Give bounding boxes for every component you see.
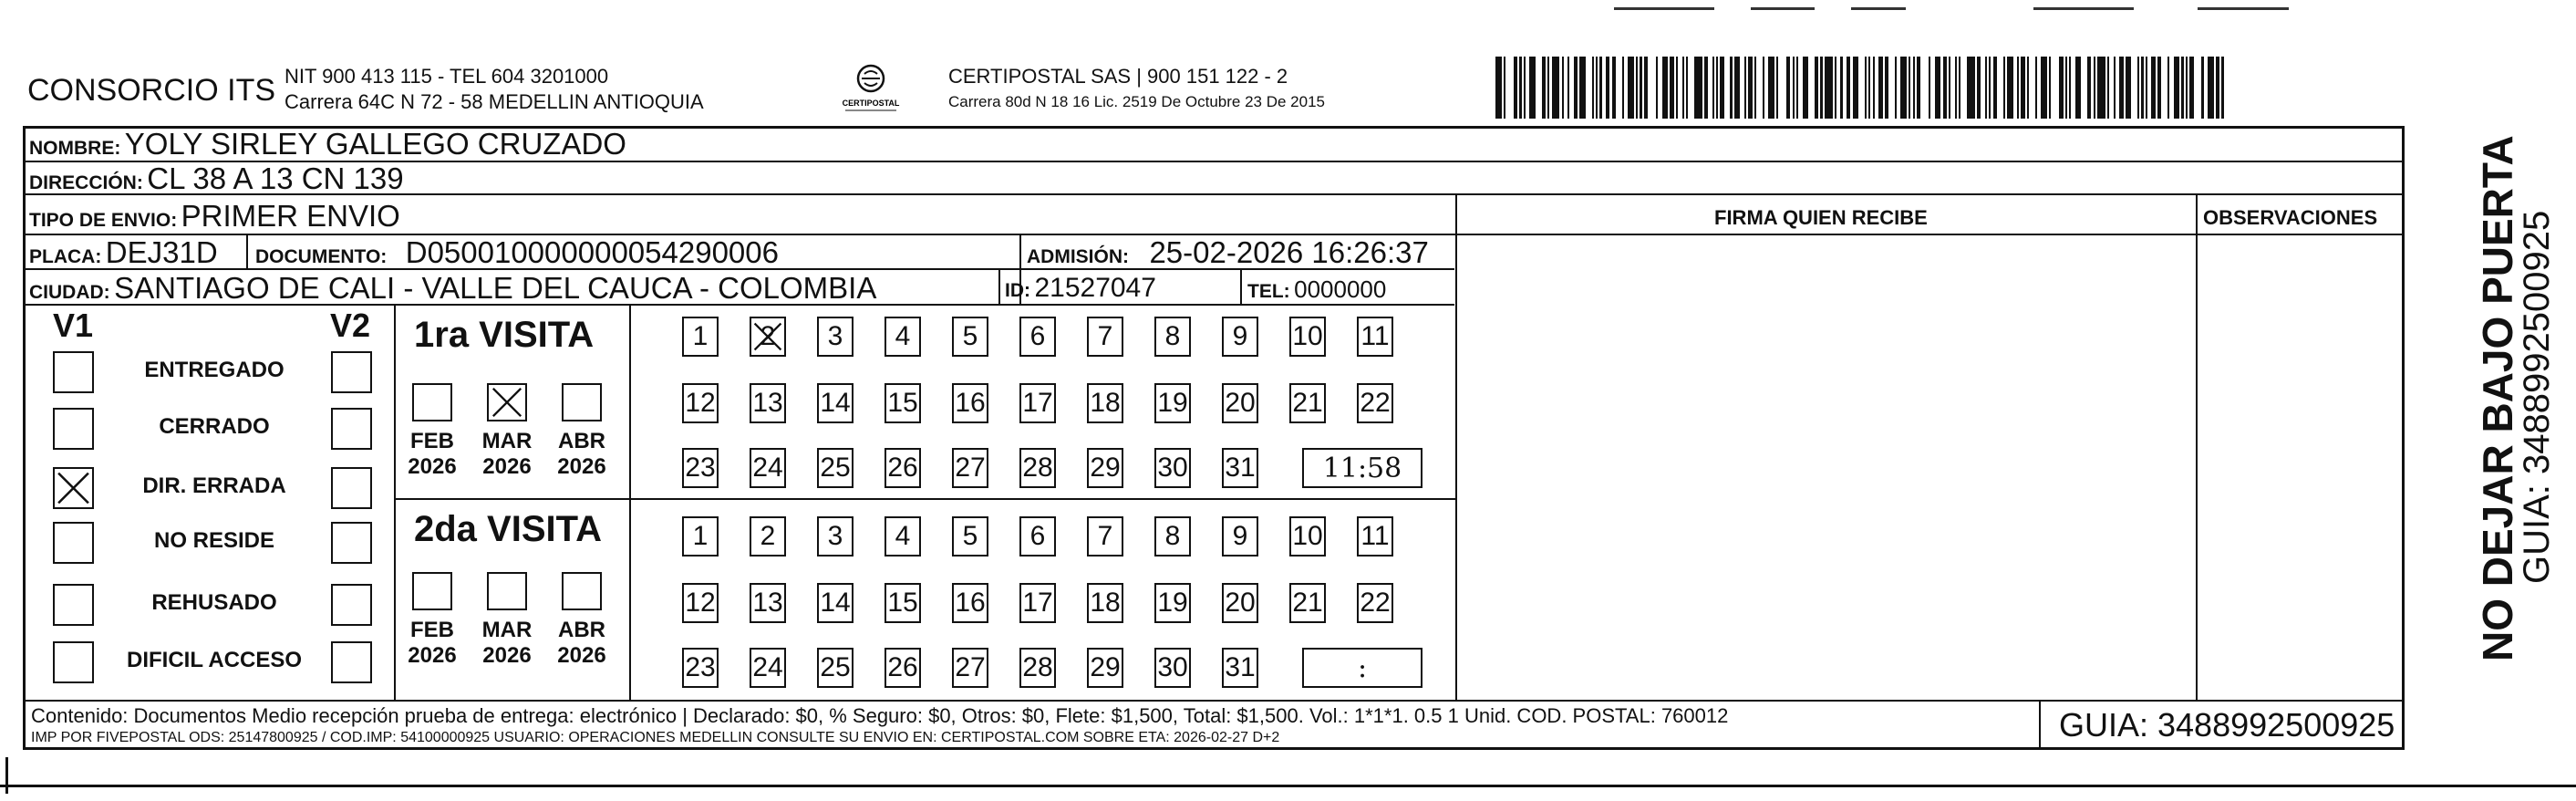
day-box[interactable]: 14 — [817, 383, 853, 423]
day-box[interactable]: 16 — [952, 583, 988, 623]
status-label: NO RESIDE — [153, 528, 275, 553]
month-label: ABR — [558, 618, 605, 642]
ciudad-row — [29, 271, 876, 306]
day-box[interactable]: 18 — [1087, 583, 1123, 623]
day-box[interactable]: 17 — [1019, 383, 1056, 423]
day-box[interactable]: 17 — [1019, 583, 1056, 623]
month-label: MAR — [481, 429, 533, 453]
documento-row — [255, 235, 779, 270]
v2-header: V2 — [330, 307, 371, 344]
nit-line: NIT 900 413 115 - TEL 604 3201000 — [284, 65, 609, 88]
company-name: CONSORCIO ITS — [27, 73, 276, 108]
day-box[interactable]: 12 — [682, 383, 719, 423]
day-box[interactable]: 19 — [1154, 383, 1191, 423]
license-line: Carrera 80d N 18 16 Lic. 2519 De Octubre 23 De 2015 — [948, 93, 1325, 110]
day-box[interactable]: 2 — [750, 317, 786, 357]
day-box[interactable]: 3 — [817, 516, 853, 557]
status-v2-checkbox[interactable] — [331, 641, 372, 683]
day-box[interactable]: 30 — [1154, 648, 1191, 688]
month-checkbox[interactable] — [562, 572, 602, 610]
day-box[interactable]: 15 — [885, 383, 921, 423]
month-label: ABR — [558, 429, 605, 453]
direccion-label: DIRECCIÓN: — [29, 172, 143, 193]
day-box[interactable]: 7 — [1087, 516, 1123, 557]
tipo-row — [29, 199, 400, 234]
month-year: 2026 — [557, 454, 606, 479]
day-box[interactable]: 31 — [1222, 648, 1258, 688]
placa-label: PLACA: — [29, 246, 102, 267]
firma-header: FIRMA QUIEN RECIBE — [1714, 206, 1928, 229]
day-box[interactable]: 25 — [817, 448, 853, 488]
month-checkbox[interactable] — [412, 383, 452, 421]
carrier-line: CERTIPOSTAL SAS | 900 151 122 - 2 — [948, 65, 1288, 88]
day-box[interactable]: 19 — [1154, 583, 1191, 623]
day-box[interactable]: 28 — [1019, 448, 1056, 488]
nombre-label: NOMBRE: — [29, 138, 121, 159]
day-box[interactable]: 23 — [682, 648, 719, 688]
visit1-title: 1ra VISITA — [414, 315, 595, 355]
footer-contenido: Contenido: Documentos Medio recepción prueba de entrega: electrónico | Declarado: $0, % Seguro: $0, Otros: $0, Flete: $1,500, Total: $1,500. Vol.: 1*1*1. 0.5 1 Unid. COD. POSTAL: 760012 — [31, 704, 1729, 727]
direccion-value: CL 38 A 13 CN 139 — [147, 161, 404, 195]
status-v1-checkbox[interactable] — [53, 408, 94, 450]
day-box[interactable]: 24 — [750, 648, 786, 688]
day-box[interactable]: 5 — [952, 516, 988, 557]
month-checkbox[interactable] — [412, 572, 452, 610]
visit-time-box[interactable]: : — [1302, 648, 1422, 688]
status-v2-checkbox[interactable] — [331, 351, 372, 393]
status-label: REHUSADO — [151, 590, 277, 615]
day-box[interactable]: 9 — [1222, 317, 1258, 357]
status-label: DIR. ERRADA — [142, 473, 286, 498]
svg-text:CERTIPOSTAL: CERTIPOSTAL — [842, 99, 900, 108]
side-warning: NO DEJAR BAJO PUERTA — [2474, 135, 2521, 661]
tel-value: 0000000 — [1294, 276, 1387, 303]
day-box[interactable]: 2 — [750, 516, 786, 557]
day-box[interactable]: 3 — [817, 317, 853, 357]
status-v1-checkbox[interactable] — [53, 467, 94, 509]
day-box[interactable]: 11 — [1357, 516, 1393, 557]
id-label: ID: — [1005, 280, 1030, 301]
id-value: 21527047 — [1034, 273, 1156, 303]
day-box[interactable]: 4 — [885, 317, 921, 357]
day-box[interactable]: 20 — [1222, 383, 1258, 423]
day-box[interactable]: 4 — [885, 516, 921, 557]
barcode — [1495, 57, 2225, 119]
day-box[interactable]: 7 — [1087, 317, 1123, 357]
direccion-row — [29, 161, 404, 196]
status-v2-checkbox[interactable] — [331, 467, 372, 509]
day-box[interactable]: 8 — [1154, 516, 1191, 557]
observaciones-header: OBSERVACIONES — [2203, 206, 2378, 229]
tel-row — [1247, 276, 1386, 304]
placa-row — [29, 235, 218, 270]
day-box[interactable]: 5 — [952, 317, 988, 357]
month-year: 2026 — [482, 454, 532, 479]
status-label: DIFICIL ACCESO — [126, 648, 302, 672]
placa-value: DEJ31D — [105, 235, 218, 269]
day-box[interactable]: 12 — [682, 583, 719, 623]
day-box[interactable]: 13 — [750, 583, 786, 623]
tel-label: TEL: — [1247, 281, 1290, 302]
tipo-value: PRIMER ENVIO — [181, 199, 400, 233]
month-checkbox[interactable] — [562, 383, 602, 421]
day-box[interactable]: 28 — [1019, 648, 1056, 688]
footer-guia: GUIA: 3488992500925 — [2059, 706, 2395, 744]
day-box[interactable]: 10 — [1289, 317, 1326, 357]
day-box[interactable]: 6 — [1019, 317, 1056, 357]
day-box[interactable]: 1 — [682, 516, 719, 557]
status-v2-checkbox[interactable] — [331, 584, 372, 626]
status-v2-checkbox[interactable] — [331, 522, 372, 564]
admision-row — [1027, 235, 1429, 270]
month-checkbox[interactable] — [487, 572, 527, 610]
day-box[interactable]: 21 — [1289, 583, 1326, 623]
status-v1-checkbox[interactable] — [53, 522, 94, 564]
day-box[interactable]: 20 — [1222, 583, 1258, 623]
day-box[interactable]: 15 — [885, 583, 921, 623]
day-box[interactable]: 16 — [952, 383, 988, 423]
month-year: 2026 — [408, 454, 457, 479]
day-box[interactable]: 23 — [682, 448, 719, 488]
day-box[interactable]: 26 — [885, 648, 921, 688]
month-year: 2026 — [482, 643, 532, 668]
day-box[interactable]: 9 — [1222, 516, 1258, 557]
day-box[interactable]: 29 — [1087, 448, 1123, 488]
admision-label: ADMISIÓN: — [1027, 246, 1129, 267]
day-box[interactable]: 11 — [1357, 317, 1393, 357]
documento-value: D050010000000054290006 — [405, 235, 779, 269]
month-label: FEB — [410, 429, 454, 453]
day-box[interactable]: 29 — [1087, 648, 1123, 688]
status-v1-checkbox[interactable] — [53, 584, 94, 626]
month-year: 2026 — [557, 643, 606, 668]
id-row — [1005, 273, 1156, 304]
day-box[interactable]: 18 — [1087, 383, 1123, 423]
documento-label: DOCUMENTO: — [255, 246, 388, 267]
day-box[interactable]: 21 — [1289, 383, 1326, 423]
nombre-value: YOLY SIRLEY GALLEGO CRUZADO — [124, 127, 626, 161]
status-v1-checkbox[interactable] — [53, 351, 94, 393]
day-box[interactable]: 31 — [1222, 448, 1258, 488]
ciudad-label: CIUDAD: — [29, 282, 110, 303]
day-box[interactable]: 10 — [1289, 516, 1326, 557]
day-box[interactable]: 30 — [1154, 448, 1191, 488]
day-box[interactable]: 22 — [1357, 583, 1393, 623]
day-box[interactable]: 6 — [1019, 516, 1056, 557]
status-label: ENTREGADO — [144, 358, 284, 382]
day-box[interactable]: 1 — [682, 317, 719, 357]
v1-header: V1 — [53, 307, 94, 344]
month-label: FEB — [410, 618, 454, 642]
certipostal-logo — [834, 62, 907, 117]
footer-imp: IMP POR FIVEPOSTAL ODS: 25147800925 / COD.IMP: 54100000925 USUARIO: OPERACIONES MEDELLIN CONSULTE SU ENVIO EN: CERTIPOSTAL.COM SOBRE ETA: 2026-02-27 D+2 — [31, 730, 1280, 745]
day-box[interactable]: 13 — [750, 383, 786, 423]
status-v2-checkbox[interactable] — [331, 408, 372, 450]
visit2-title: 2da VISITA — [414, 509, 602, 549]
day-box[interactable]: 26 — [885, 448, 921, 488]
ciudad-value: SANTIAGO DE CALI - VALLE DEL CAUCA - COLOMBIA — [114, 271, 877, 305]
month-year: 2026 — [408, 643, 457, 668]
address-line: Carrera 64C N 72 - 58 MEDELLIN ANTIOQUIA — [284, 90, 704, 113]
day-box[interactable]: 22 — [1357, 383, 1393, 423]
status-v1-checkbox[interactable] — [53, 641, 94, 683]
visit-time-box[interactable]: 11:58 — [1302, 448, 1422, 488]
day-box[interactable]: 8 — [1154, 317, 1191, 357]
day-box[interactable]: 27 — [952, 448, 988, 488]
top-dash-marks — [1614, 7, 2362, 11]
nombre-row — [29, 127, 626, 161]
tipo-label: TIPO DE ENVIO: — [29, 210, 178, 231]
side-guia: GUIA: 3488992500925 — [2517, 210, 2557, 584]
admision-value: 25-02-2026 16:26:37 — [1149, 235, 1429, 269]
status-label: CERRADO — [159, 414, 270, 439]
day-box[interactable]: 25 — [817, 648, 853, 688]
day-box[interactable]: 14 — [817, 583, 853, 623]
month-label: MAR — [481, 618, 533, 642]
month-checkbox[interactable] — [487, 383, 527, 421]
day-box[interactable]: 27 — [952, 648, 988, 688]
day-box[interactable]: 24 — [750, 448, 786, 488]
